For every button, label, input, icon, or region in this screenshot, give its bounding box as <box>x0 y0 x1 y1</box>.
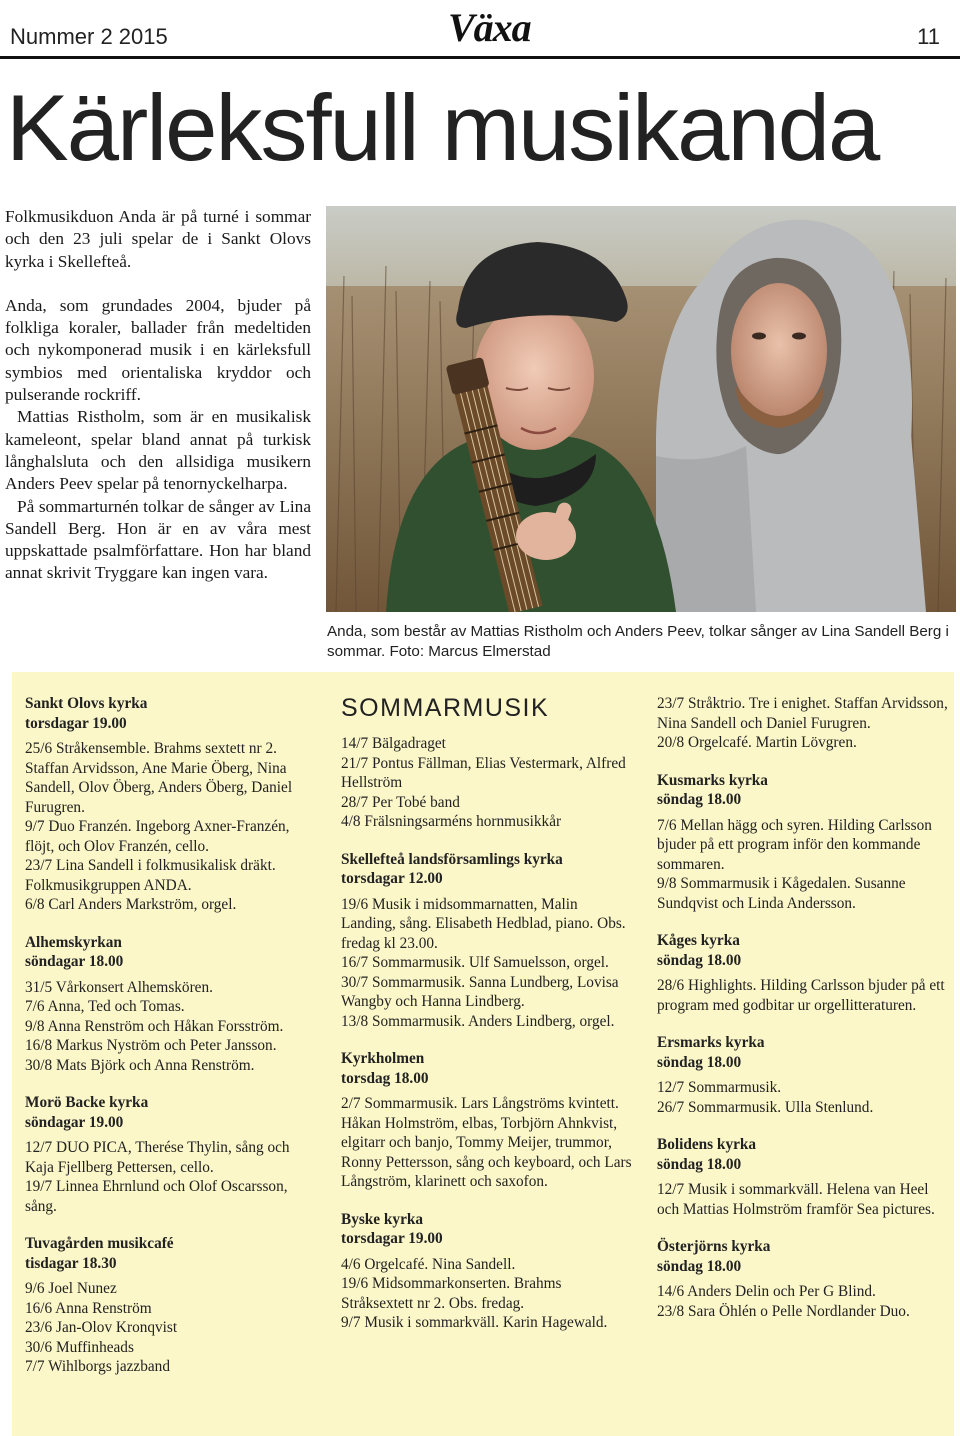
venue-block <box>341 850 633 1032</box>
venue-name: Bolidens kyrka <box>657 1136 757 1153</box>
sommarmusik-title: SOMMARMUSIK <box>341 694 550 722</box>
event-entry: 31/5 Vårkonsert Alhemskören. <box>25 978 213 996</box>
event-entry: 28/6 Highlights. Hilding Carlsson bjuder på ett program med godbitar ur orgellitteraturen. <box>657 977 945 1014</box>
event-entry: 19/6 Midsommarkonserten. Brahms Stråksextett nr 2. Obs. fredag. <box>341 1275 562 1312</box>
event-entry: 30/6 Muffinheads <box>25 1338 134 1356</box>
venue-block <box>25 1093 313 1216</box>
venue-time: tisdagar 18.30 <box>25 1254 117 1272</box>
venue-time: söndag 18.00 <box>657 951 742 969</box>
event-entry: 14/7 Bälgadraget <box>341 735 446 752</box>
event-entry: 25/6 Stråkensemble. Brahms sextett nr 2. Staffan Arvidsson, Ane Marie Öberg, Nina Sandell, Olov Öberg, Anders Öberg, Daniel Furugren. <box>25 740 293 816</box>
venue-time: torsdagar 19.00 <box>25 714 127 732</box>
event-entry: 14/6 Anders Delin och Per G Blind. <box>657 1283 876 1300</box>
event-entry: 7/6 Mellan hägg och syren. Hilding Carlsson bjuder på ett program inför den kommande sommaren. <box>657 816 932 873</box>
event-entry: 21/7 Pontus Fällman, Elias Vestermark, Alfred Hellström <box>341 754 626 791</box>
event-entry: 9/6 Joel Nunez <box>25 1280 117 1297</box>
venue-name: Kåges kyrka <box>657 932 740 949</box>
venue-time: söndagar 18.00 <box>25 953 124 970</box>
event-entry: 7/7 Wihlborgs jazzband <box>25 1358 170 1375</box>
event-entry: 16/8 Markus Nyström och Peter Jansson. <box>25 1037 277 1054</box>
venue-name: Kusmarks kyrka <box>657 771 768 789</box>
event-entry: 12/7 Sommarmusik. <box>657 1079 782 1096</box>
venue-time: torsdag 18.00 <box>341 1069 429 1087</box>
venue-name: Sankt Olovs kyrka <box>25 695 148 712</box>
event-entry: 26/7 Sommarmusik. Ulla Stenlund. <box>657 1098 874 1116</box>
event-entry: 9/8 Anna Renström och Håkan Forsström. <box>25 1017 284 1035</box>
venue-name: Skellefteå landsförsamlings kyrka <box>341 850 563 868</box>
header-rule <box>0 56 960 59</box>
event-entry: 9/7 Musik i sommarkväll. Karin Hagewald. <box>341 1314 608 1331</box>
article-paragraph: På sommarturnén tolkar de sånger av Lina Sandell Berg. Hon är en av våra mest uppskattade psalmförfattare. Hon har bland annat skrivit Tryggare kan ingen vara. <box>5 496 311 583</box>
listing-column-1 <box>25 694 313 1395</box>
event-entry: 9/8 Sommarmusik i Kågedalen. Susanne Sundqvist och Linda Andersson. <box>657 875 906 912</box>
event-entry: 28/7 Per Tobé band <box>341 793 460 811</box>
venue-block <box>25 933 313 1076</box>
event-entry: 13/8 Sommarmusik. Anders Lindberg, orgel. <box>341 1012 615 1030</box>
event-entry: 23/7 Stråktrio. Tre i enighet. Staffan Arvidsson, Nina Sandell och Daniel Furugren. <box>657 695 948 732</box>
venue-block <box>657 1135 949 1219</box>
venue-name: Morö Backe kyrka <box>25 1094 149 1111</box>
venue-name: Alhemskyrkan <box>25 933 122 951</box>
band-photo-illustration <box>326 206 956 612</box>
magazine-logo: Växa <box>448 5 531 50</box>
event-entry: 30/7 Sommarmusik. Sanna Lundberg, Lovisa Wangby och Hanna Lindberg. <box>341 973 619 1010</box>
article-photo <box>326 206 956 612</box>
event-entry: 30/8 Mats Björk och Anna Renström. <box>25 1056 255 1074</box>
listing-block <box>341 734 633 832</box>
article-paragraph: Mattias Ristholm, som är en musikalisk kameleont, spelar bland annat på turkisk långhalsluta och den allsidiga musikern Anders Peev spelar på tenornyckelharpa. <box>5 407 311 494</box>
event-entry: 9/7 Duo Franzén. Ingeborg Axner-Franzén, flöjt, och Olov Franzén, cello. <box>25 818 290 855</box>
venue-block <box>341 1210 633 1333</box>
event-entry: 23/7 Lina Sandell i folkmusikalisk dräkt. Folkmusikgruppen ANDA. <box>25 857 276 894</box>
listing-column-3 <box>657 694 949 1339</box>
venue-name: Österjörns kyrka <box>657 1238 771 1255</box>
event-entry: 20/8 Orgelcafé. Martin Lövgren. <box>657 734 857 751</box>
event-entry: 2/7 Sommarmusik. Lars Långströms kvintett. Håkan Holmström, elbas, Torbjörn Ahnkvist, elgitarr och banjo, Tommy Meijer, trummor, Ronny Pettersson, sång och keyboard, och Lars Långström, klarinett och saxofon. <box>341 1095 632 1190</box>
event-entry: 4/6 Orgelcafé. Nina Sandell. <box>341 1255 516 1273</box>
event-entry: 16/6 Anna Renström <box>25 1299 152 1317</box>
page-number: 11 <box>917 24 940 49</box>
venue-block <box>25 694 313 915</box>
venue-time: söndag 18.00 <box>657 1053 742 1071</box>
venue-time: söndagar 19.00 <box>25 1113 124 1131</box>
venue-block <box>657 931 949 1015</box>
event-entry: 12/7 Musik i sommarkväll. Helena van Heel och Mattias Holmström framför Sea pictures. <box>657 1181 935 1218</box>
event-entry: 4/8 Frälsningsarméns hornmusikkår <box>341 813 562 830</box>
event-entry: 19/7 Linnea Ehrnlund och Olof Oscarsson, sång. <box>25 1178 288 1215</box>
article-headline: Kärleksfull musikanda <box>6 75 879 180</box>
venue-block <box>657 771 949 914</box>
article-paragraph: Anda, som grundades 2004, bjuder på folkliga koraler, ballader från medeltiden och nykomponerad musik i en kärleksfull symbios med orientaliska kryddor och pulserande rockriff. <box>5 295 311 405</box>
event-entry: 23/6 Jan-Olov Kronqvist <box>25 1319 178 1336</box>
venue-name: Ersmarks kyrka <box>657 1034 765 1051</box>
issue-label: Nummer 2 2015 <box>10 24 168 49</box>
event-entry: 19/6 Musik i midsommarnatten, Malin Landing, sång. Elisabeth Hedblad, piano. Obs. fredag kl 23.00. <box>341 895 626 952</box>
venue-name: Byske kyrka <box>341 1210 424 1228</box>
venue-block <box>341 1049 633 1192</box>
venue-name: Tuvagården musikcafé <box>25 1235 174 1252</box>
venue-time: torsdagar 12.00 <box>341 870 443 887</box>
venue-block <box>657 1237 949 1321</box>
venue-block <box>25 1234 313 1377</box>
photo-caption: Anda, som består av Mattias Ristholm och Anders Peev, tolkar sånger av Lina Sandell Berg i sommar. Foto: Marcus Elmerstad <box>327 623 949 660</box>
article-lead: Folkmusikduon Anda är på turné i sommar och den 23 juli spelar de i Sankt Olovs kyrka i Skellefteå. <box>5 207 311 271</box>
venue-time: söndag 18.00 <box>657 1257 742 1275</box>
event-entry: 16/7 Sommarmusik. Ulf Samuelsson, orgel. <box>341 954 609 971</box>
venue-block <box>657 1033 949 1117</box>
venue-name: Kyrkholmen <box>341 1050 425 1067</box>
event-entry: 12/7 DUO PICA, Therése Thylin, sång och Kaja Fjellberg Pettersen, cello. <box>25 1139 290 1176</box>
venue-time: söndag 18.00 <box>657 1155 742 1173</box>
article-body <box>5 206 311 585</box>
event-entry: 7/6 Anna, Ted och Tomas. <box>25 998 185 1015</box>
listing-column-2 <box>341 694 633 1351</box>
venue-time: söndag 18.00 <box>657 791 742 808</box>
event-entry: 6/8 Carl Anders Markström, orgel. <box>25 896 237 913</box>
event-entry: 23/8 Sara Öhlén o Pelle Nordlander Duo. <box>657 1302 910 1320</box>
listing-block <box>657 694 949 753</box>
venue-time: torsdagar 19.00 <box>341 1230 443 1247</box>
